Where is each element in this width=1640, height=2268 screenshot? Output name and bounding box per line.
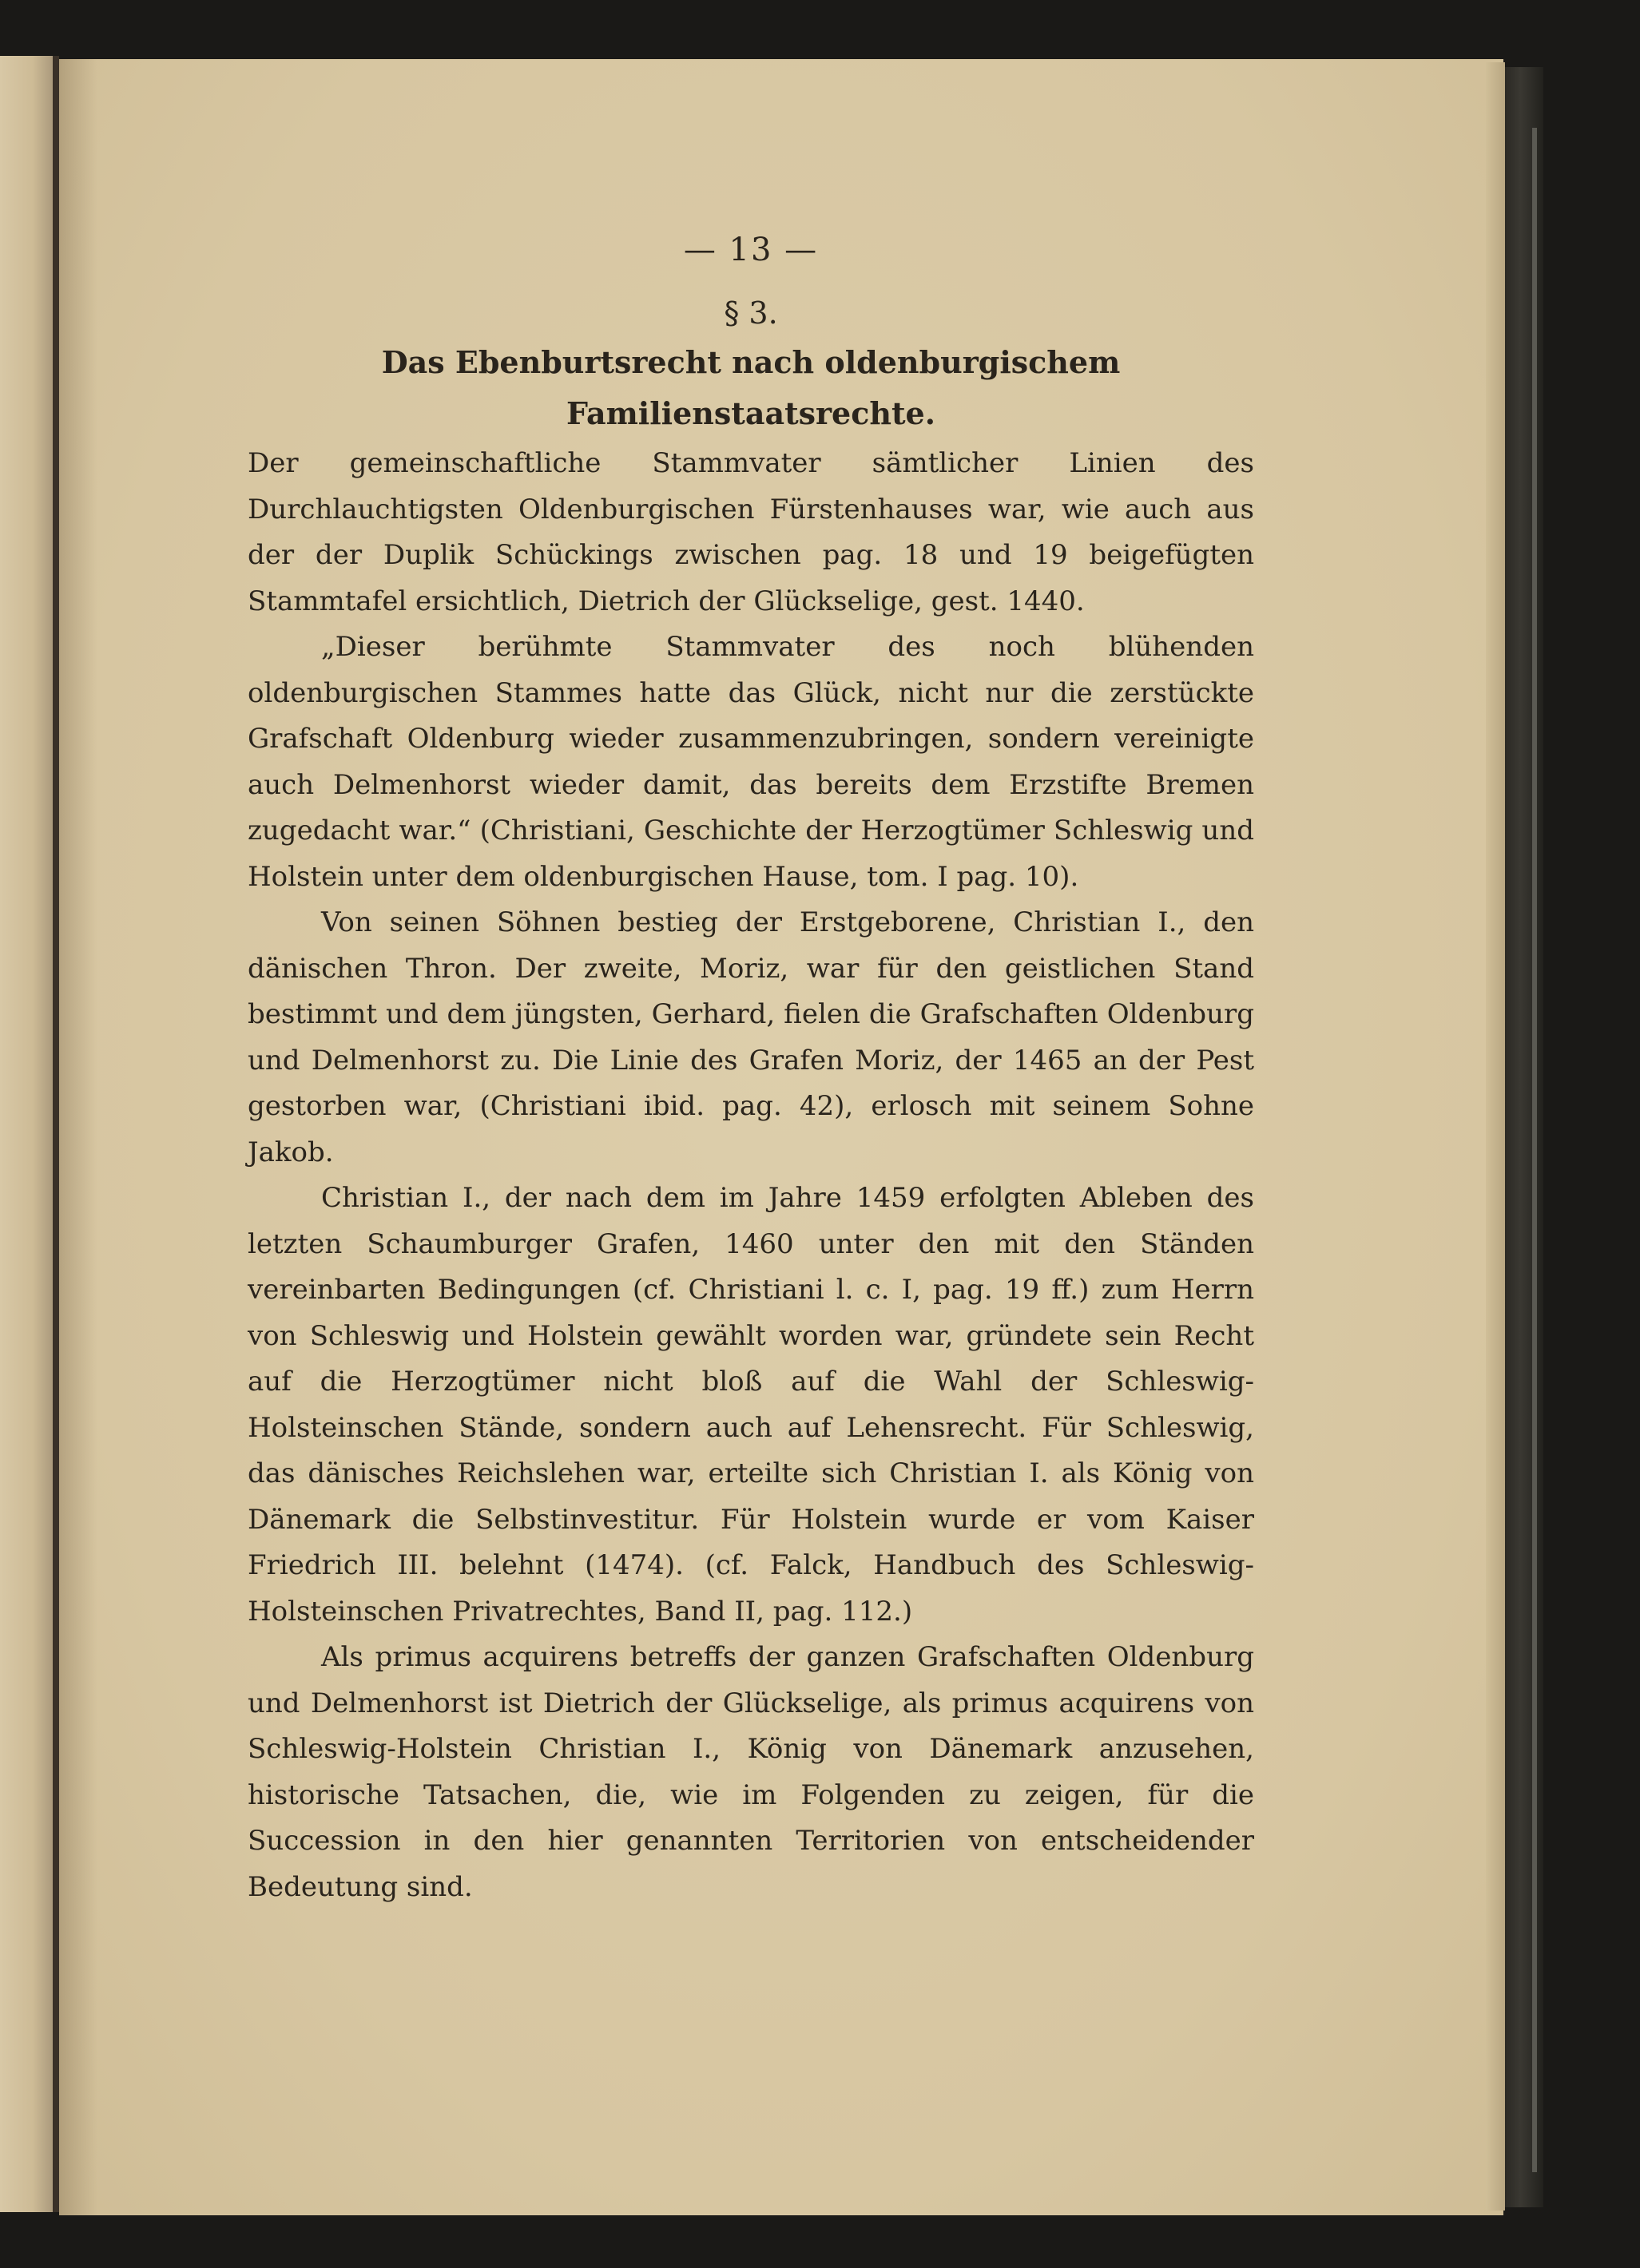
book-gutter xyxy=(53,56,59,2212)
book-cover xyxy=(1505,67,1543,2207)
facing-page-edge xyxy=(0,56,54,2212)
paragraph-4: Christian I., der nach dem im Jahre 1459 erfolgten Ableben des letzten Schaumburger Grafen, 1460 unter den mit den Ständen vereinbarten Bedingungen (cf. Christiani l. c. I, pag. 19 ff.) zum Herrn von Schleswig und Holstein gewählt worden war, gründete sein Recht auf die Herzogtümer nicht bloß auf die Wahl der Schleswig-Holsteinschen Stände, sondern auch auf Lehensrecht. Für Schleswig, das dänisches Reichslehen war, erteilte sich Christian I. als König von Dänemark die Selbstinvestitur. Für Holstein wurde er vom Kaiser Friedrich III. belehnt (1474). (cf. Falck, Handbuch des Schleswig-Holsteinschen Privatrechtes, Band II, pag. 112.) xyxy=(248,1182,1254,1628)
section-title-line-2: Familienstaatsrechte. xyxy=(566,395,935,431)
page-number: — 13 — xyxy=(683,232,819,268)
section-number: § 3. xyxy=(724,295,778,331)
page-stack-edge xyxy=(1486,62,1505,2211)
gutter-shadow xyxy=(59,59,97,2215)
cover-spine-strip xyxy=(1532,128,1537,2172)
paragraph-3: Von seinen Söhnen bestieg der Erstgeborene, Christian I., den dänischen Thron. Der zweite, Moriz, war für den geistlichen Stand bestimmt und dem jüngsten, Gerhard, fielen die Grafschaften Oldenburg und Delmenhorst zu. Die Linie des Grafen Moriz, der 1465 an der Pest gestorben war, (Christiani ibid. pag. 42), erlosch mit seinem Sohne Jakob. xyxy=(248,906,1254,1168)
page-text xyxy=(248,232,1254,1910)
section-title-line-1: Das Ebenburtsrecht nach oldenburgischem xyxy=(381,344,1121,380)
paragraph-5: Als primus acquirens betreffs der ganzen Grafschaften Oldenburg und Delmenhorst ist Dietrich der Glückselige, als primus acquirens von Schleswig-Holstein Christian I., König von Dänemark anzusehen, historische Tatsachen, die, wie im Folgenden zu zeigen, für die Succession in den hier genannten Territorien von entscheidender Bedeutung sind. xyxy=(248,1641,1254,1903)
paragraph-2: „Dieser berühmte Stammvater des noch blühenden oldenburgischen Stammes hatte das Glück, nicht nur die zerstückte Grafschaft Oldenburg wieder zusammenzubringen, sondern vereinigte auch Delmenhorst wieder damit, das bereits dem Erzstifte Bremen zugedacht war.“ (Christiani, Geschichte der Herzogtümer Schleswig und Holstein unter dem oldenburgischen Hause, tom. I pag. 10). xyxy=(248,631,1254,893)
paragraph-1: Der gemeinschaftliche Stammvater sämtlicher Linien des Durchlauchtigsten Oldenburgischen Fürstenhauses war, wie auch aus der der Duplik Schückings zwischen pag. 18 und 19 beigefügten Stammtafel ersichtlich, Dietrich der Glückselige, gest. 1440. xyxy=(248,447,1254,617)
